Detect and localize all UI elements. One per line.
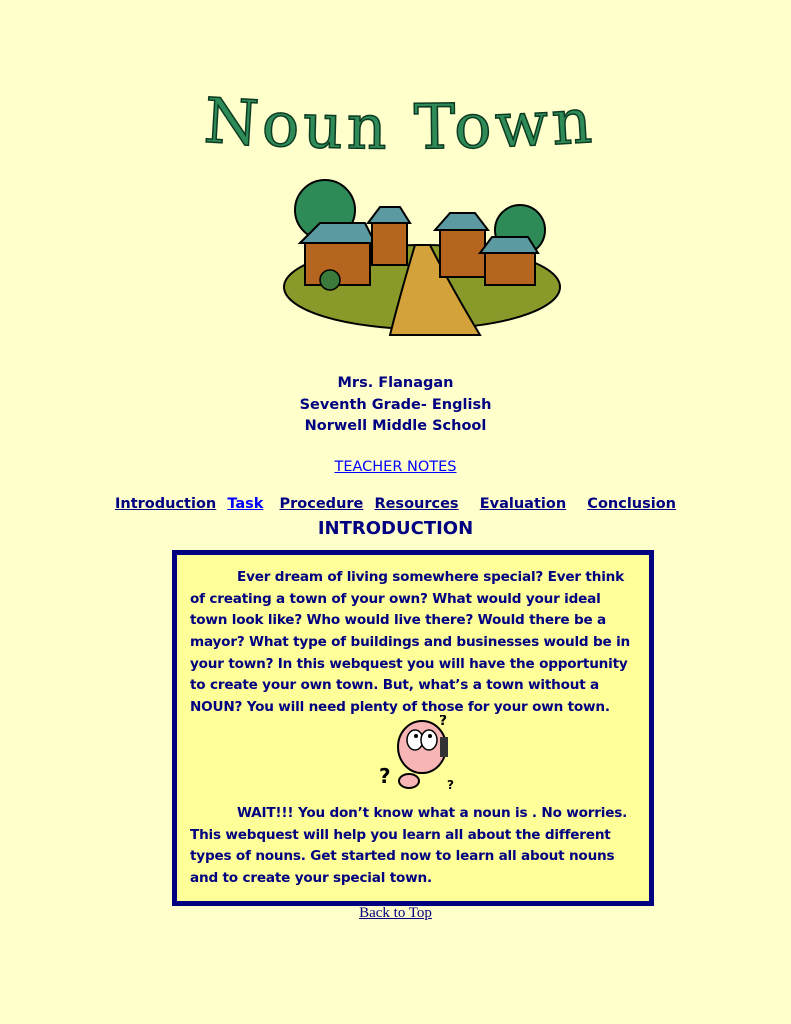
title-text: Noun Town: [202, 83, 598, 164]
teacher-name: Mrs. Flanagan: [337, 375, 454, 391]
introduction-box: [172, 550, 654, 906]
nav-conclusion[interactable]: Conclusion: [587, 496, 676, 512]
teacher-notes-link[interactable]: TEACHER NOTES: [334, 459, 457, 475]
school-name: Norwell Middle School: [304, 418, 487, 434]
text-line: of creating a town of your own? What would your ideal: [190, 590, 601, 607]
section-heading: INTRODUCTION: [317, 518, 474, 539]
course-name: Seventh Grade- English: [299, 396, 492, 413]
nav-introduction[interactable]: Introduction: [115, 496, 217, 512]
section-nav: [0, 496, 791, 512]
confused-face-clipart: [377, 715, 467, 795]
text-line: and to create your special town.: [190, 870, 432, 887]
svg-text:Noun Town: [202, 84, 598, 164]
text-line: mayor? What type of buildings and businesses would be in: [190, 634, 631, 651]
svg-text:?: ?: [379, 764, 391, 788]
noun-town-title-art: [80, 80, 720, 180]
text-line: NOUN? You will need plenty of those for your own town.: [190, 699, 610, 716]
author-info: [0, 373, 791, 438]
nav-task[interactable]: Task: [227, 496, 264, 512]
text-line: your town? In this webquest you will have the opportunity: [190, 655, 628, 672]
nav-resources[interactable]: Resources: [374, 496, 459, 512]
intro-paragraph-1: [190, 567, 630, 719]
text-line: town look like? Who would live there? Would there be a: [190, 612, 607, 629]
text-line: WAIT!!! You don’t know what a noun is . No worries.: [237, 805, 628, 821]
back-to-top-link[interactable]: Back to Top: [359, 905, 432, 921]
text-line: Ever dream of living somewhere special? Ever think: [237, 569, 624, 585]
nav-procedure[interactable]: Procedure: [279, 496, 364, 512]
nav-evaluation[interactable]: Evaluation: [479, 496, 567, 512]
intro-paragraph-2: [190, 803, 627, 890]
text-line: This webquest will help you learn all about the different: [190, 826, 611, 843]
text-line: to create your own town. But, what’s a town without a: [190, 677, 600, 694]
svg-text:?: ?: [447, 778, 454, 792]
town-illustration: [280, 175, 565, 340]
svg-text:?: ?: [439, 715, 448, 729]
text-line: types of nouns. Get started now to learn all about nouns: [190, 848, 615, 865]
